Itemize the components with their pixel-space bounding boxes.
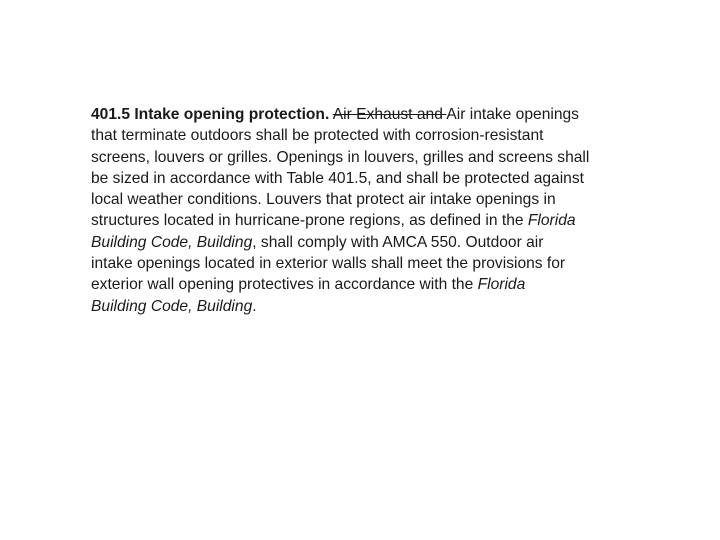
line-10-text: . bbox=[252, 297, 257, 315]
section-heading: 401.5 Intake opening protection. bbox=[91, 106, 330, 123]
code-reference-italic: Florida bbox=[527, 212, 576, 230]
paragraph-line-6 bbox=[91, 210, 651, 231]
line-7-text: , shall comply with AMCA 550. Outdoor air bbox=[252, 233, 544, 251]
code-section-paragraph bbox=[91, 104, 651, 317]
code-reference-italic: Building Code, Building bbox=[91, 297, 253, 315]
line-1-text: Air intake openings bbox=[446, 106, 579, 123]
paragraph-line-7 bbox=[91, 232, 651, 253]
line-9-text: exterior wall opening protectives in accordance with the bbox=[91, 276, 478, 294]
paragraph-line-2: that terminate outdoors shall be protected with corrosion-resistant bbox=[91, 127, 544, 145]
code-reference-italic: Florida bbox=[477, 276, 526, 294]
paragraph-line-4: be sized in accordance with Table 401.5, and shall be protected against bbox=[91, 169, 584, 187]
paragraph-line-5: local weather conditions. Louvers that protect air intake openings in bbox=[91, 191, 556, 209]
paragraph-line-1 bbox=[91, 104, 651, 125]
code-reference-italic: Building Code, Building bbox=[91, 233, 253, 251]
line-6-text: structures located in hurricane-prone regions, as defined in the bbox=[91, 212, 528, 230]
paragraph-line-10 bbox=[91, 296, 651, 317]
deleted-text: Air Exhaust and bbox=[332, 106, 447, 123]
paragraph-line-3: screens, louvers or grilles. Openings in louvers, grilles and screens shall bbox=[91, 148, 590, 166]
paragraph-line-9 bbox=[91, 274, 651, 295]
paragraph-line-8: intake openings located in exterior walls shall meet the provisions for bbox=[91, 255, 566, 273]
